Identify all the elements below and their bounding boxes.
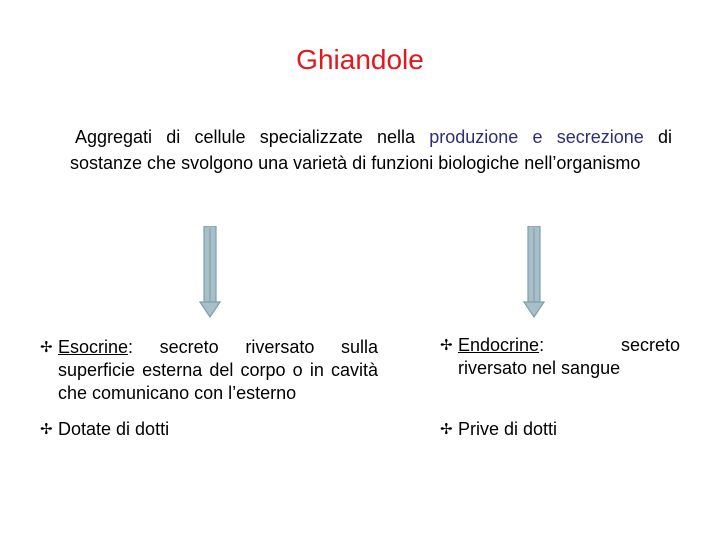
- bullet-cross-icon: ✢: [40, 421, 53, 438]
- endocrine-description: : secreto riversato nel sangue: [458, 335, 680, 378]
- slide-title: Ghiandole: [296, 44, 424, 75]
- down-arrow-left-icon: [199, 226, 221, 318]
- bullet-cross-icon: ✢: [40, 339, 53, 356]
- bullet-cross-icon: ✢: [440, 421, 453, 438]
- endocrine-definition: [440, 334, 680, 380]
- intro-text-start: Aggregati di cellule specializzate nella: [75, 127, 430, 147]
- endocrine-feature: [440, 418, 680, 441]
- endocrine-feature-text: Prive di dotti: [458, 419, 558, 439]
- down-arrow-right-icon: [523, 226, 545, 318]
- exocrine-definition: [40, 336, 378, 405]
- exocrine-feature-text: Dotate di dotti: [58, 419, 170, 439]
- endocrine-term: Endocrine: [458, 335, 540, 355]
- exocrine-description: : secreto riversato sulla superficie esterna del corpo o in cavità che comunicano con l’esterno: [58, 337, 378, 403]
- bullet-cross-icon: ✢: [440, 337, 453, 354]
- intro-text-end: di sostanze che svolgono una varietà di funzioni biologiche nell’organismo: [70, 127, 672, 173]
- exocrine-term: Esocrine: [58, 337, 129, 357]
- intro-paragraph: [70, 124, 672, 176]
- exocrine-feature: [40, 418, 340, 441]
- intro-highlight: produzione e secrezione: [429, 127, 644, 147]
